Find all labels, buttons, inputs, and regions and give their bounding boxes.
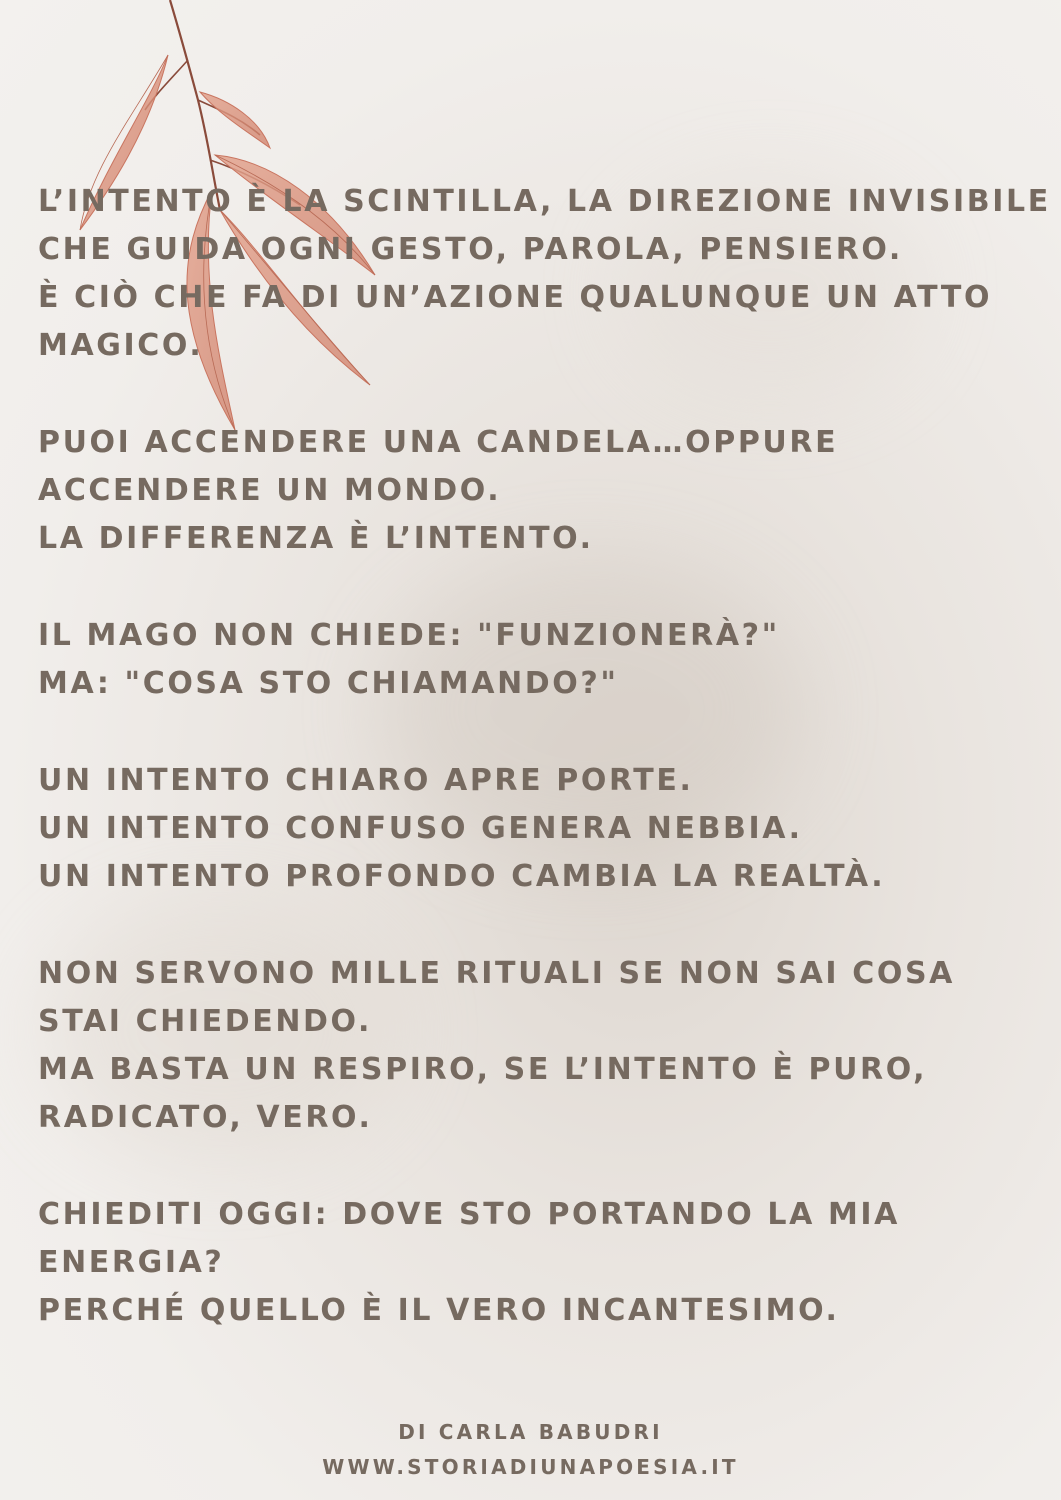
poem-line: MA BASTA UN RESPIRO, SE L’INTENTO È PURO, (38, 1052, 928, 1087)
poem-line: MAGICO. (38, 328, 204, 363)
poem-stanza (38, 419, 1038, 563)
poem-stanza (38, 178, 1051, 370)
poem-text (38, 178, 1051, 1384)
poem-line: È CIÒ CHE FA DI UN’AZIONE QUALUNQUE UN ATTO (38, 280, 993, 315)
poem-line: PUOI ACCENDERE UNA CANDELA…OPPURE (38, 425, 839, 460)
poem-line: CHIEDITI OGGI: DOVE STO PORTANDO LA MIA (38, 1197, 901, 1232)
poem-stanza (38, 1191, 1038, 1335)
poem-line: RADICATO, VERO. (38, 1100, 373, 1135)
poem-line: CHE GUIDA OGNI GESTO, PAROLA, PENSIERO. (38, 232, 903, 267)
poem-line: STAI CHIEDENDO. (38, 1004, 372, 1039)
poem-line: MA: "COSA STO CHIAMANDO?" (38, 666, 619, 701)
poem-line: NON SERVONO MILLE RITUALI SE NON SAI COSA (38, 956, 955, 991)
website-link[interactable]: WWW.STORIADIUNAPOESIA.IT (322, 1455, 739, 1479)
poem-line: IL MAGO NON CHIEDE: "FUNZIONERÀ?" (38, 618, 780, 653)
poem-stanza (38, 950, 1038, 1142)
poem-line: UN INTENTO CONFUSO GENERA NEBBIA. (38, 811, 803, 846)
poem-line: ACCENDERE UN MONDO. (38, 473, 502, 508)
poem-stanza (38, 757, 1038, 901)
poem-stanza (38, 612, 1038, 708)
poem-line: UN INTENTO PROFONDO CAMBIA LA REALTÀ. (38, 859, 886, 894)
poem-line: LA DIFFERENZA È L’INTENTO. (38, 521, 594, 556)
poem-line: PERCHÉ QUELLO È IL VERO INCANTESIMO. (38, 1293, 840, 1328)
poem-line: UN INTENTO CHIARO APRE PORTE. (38, 763, 694, 798)
author-credit: DI CARLA BABUDRI (398, 1420, 663, 1444)
poem-line: ENERGIA? (38, 1245, 225, 1280)
poem-line: L’INTENTO È LA SCINTILLA, LA DIREZIONE INVISIBILE (38, 184, 1051, 219)
